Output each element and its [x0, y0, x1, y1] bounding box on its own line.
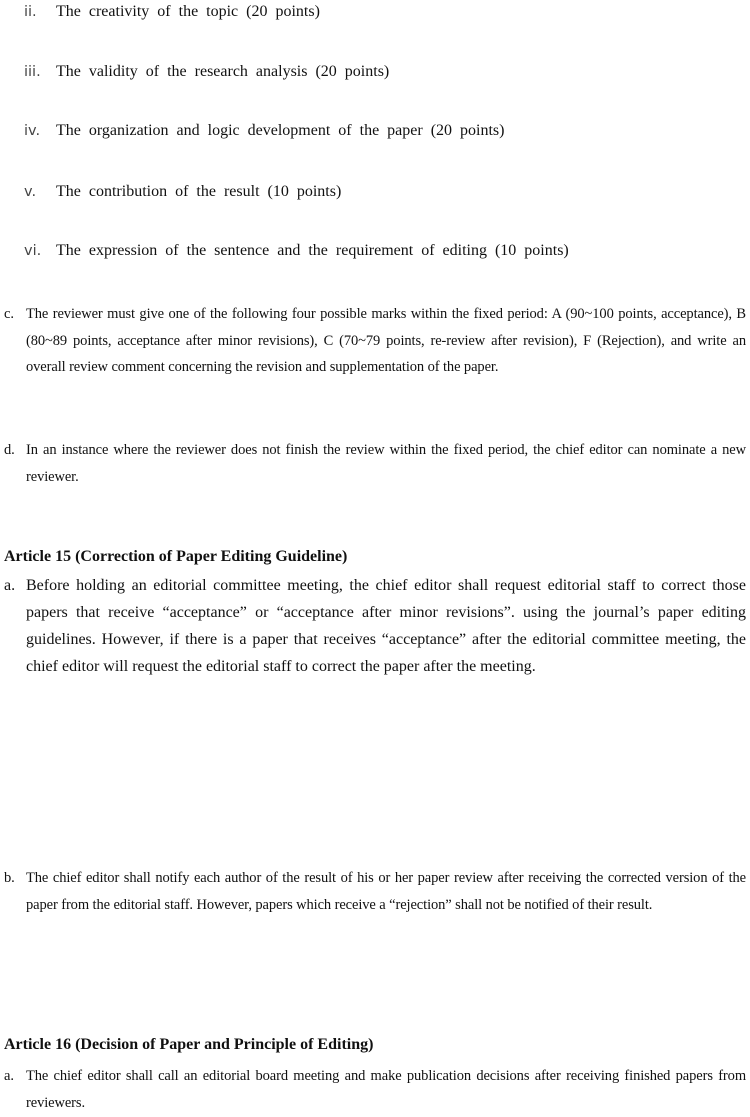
criteria-text: The expression of the sentence and the requirement of editing (10 points) — [56, 242, 569, 259]
clause-text: The chief editor shall notify each author of the result of his or her paper review after receiving the corrected version of the paper from the editorial staff. However, papers which receive a “rejection” shall not be notified of their result. — [26, 870, 746, 913]
clause-label: b. — [4, 870, 15, 886]
criteria-item — [24, 63, 389, 81]
clause-text: Before holding an editorial committee meeting, the chief editor shall request editorial staff to correct those papers that receive “acceptance” or “acceptance after minor revisions”. using the journal’s paper editing guidelines. However, if there is a paper that receives “acceptance” after the editorial committee meeting, the chief editor will request the editorial staff to correct the paper after the meeting. — [26, 577, 746, 675]
clause-d — [4, 437, 746, 490]
clause-label: c. — [4, 306, 14, 322]
clause-text: In an instance where the reviewer does not finish the review within the fixed period, the chief editor can nominate a new reviewer. — [26, 442, 746, 485]
criteria-text: The validity of the research analysis (20 points) — [56, 63, 390, 80]
criteria-number: iii. — [24, 64, 41, 80]
criteria-item — [24, 122, 504, 140]
clause-label: d. — [4, 442, 15, 458]
criteria-item — [24, 3, 320, 21]
article-16-clause-a — [4, 1063, 746, 1116]
criteria-text: The contribution of the result (10 points) — [56, 183, 342, 200]
clause-c — [4, 301, 746, 381]
article-15-clause-a — [4, 572, 746, 680]
clause-label: a. — [4, 1068, 14, 1084]
article-15-heading: Article 15 (Correction of Paper Editing Guideline) — [4, 548, 348, 565]
criteria-text: The organization and logic development of the paper (20 points) — [56, 122, 505, 139]
clause-text: The reviewer must give one of the following four possible marks within the fixed period: A (90~100 points, acceptance), B (80~89 points, acceptance after minor revisions), C (70~79 points, re-review after revision), F (Rejection), and write an overall review comment concerning the revision and supplementation of the paper. — [26, 306, 746, 375]
criteria-number: iv. — [24, 123, 41, 139]
criteria-number: vi. — [24, 243, 42, 259]
clause-text: The chief editor shall call an editorial board meeting and make publication decisions after receiving finished papers from reviewers. — [26, 1068, 746, 1111]
article-16-heading: Article 16 (Decision of Paper and Principle of Editing) — [4, 1036, 374, 1053]
criteria-item — [24, 242, 569, 260]
criteria-text: The creativity of the topic (20 points) — [56, 3, 320, 20]
criteria-number: ii. — [24, 4, 37, 20]
article-15-clause-b — [4, 865, 746, 918]
criteria-item — [24, 183, 341, 201]
clause-label: a. — [4, 577, 16, 594]
criteria-number: v. — [24, 184, 37, 200]
